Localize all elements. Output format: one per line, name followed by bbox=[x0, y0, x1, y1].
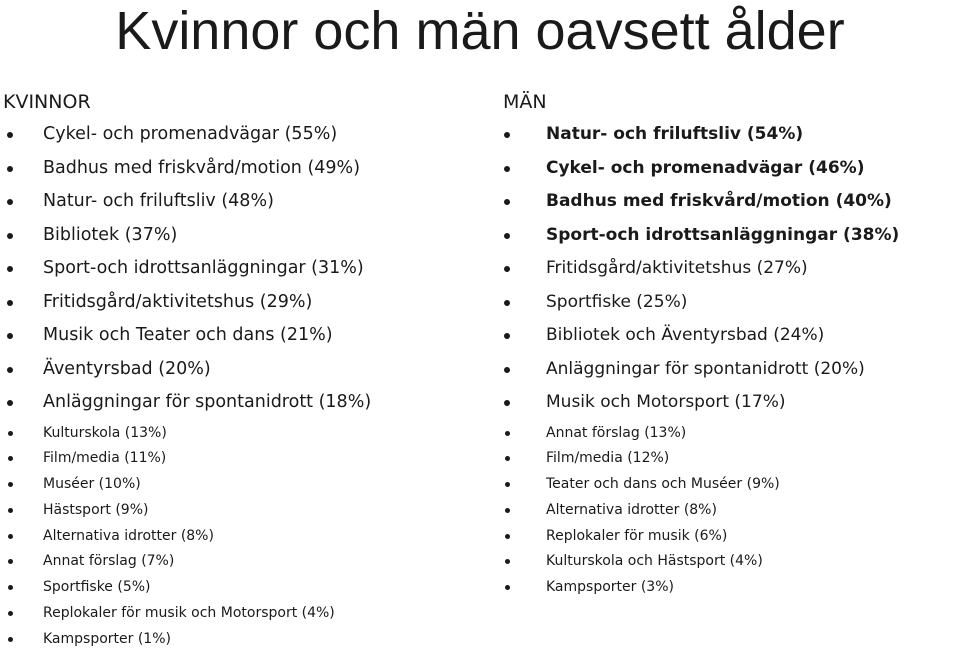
bullet-dot-icon bbox=[8, 482, 13, 487]
bullet-dot-icon bbox=[504, 400, 510, 406]
men-item-label: Bibliotek och Äventyrsbad (24%) bbox=[546, 325, 825, 345]
women-item-label: Muséer (10%) bbox=[43, 476, 141, 493]
men-item-label: Musik och Motorsport (17%) bbox=[546, 392, 786, 412]
men-item-highlighted bbox=[503, 118, 960, 152]
men-item bbox=[503, 523, 960, 549]
women-item bbox=[3, 420, 483, 446]
men-item-label: Film/media (12%) bbox=[546, 450, 670, 467]
bullet-dot-icon bbox=[7, 233, 13, 239]
men-item-label: Natur- och friluftsliv (54%) bbox=[546, 124, 804, 144]
women-item-label: Annat förslag (7%) bbox=[43, 553, 175, 570]
women-item-label: Bibliotek (37%) bbox=[43, 224, 178, 245]
men-item-label: Fritidsgård/aktivitetshus (27%) bbox=[546, 258, 808, 278]
men-heading: MÄN bbox=[503, 91, 547, 113]
women-item bbox=[3, 353, 483, 387]
page-title: Kvinnor och män oavsett ålder bbox=[115, 1, 845, 61]
bullet-dot-icon bbox=[504, 266, 510, 272]
women-item bbox=[3, 386, 483, 420]
bullet-dot-icon bbox=[505, 431, 510, 436]
bullet-dot-icon bbox=[7, 300, 13, 306]
men-item bbox=[503, 471, 960, 497]
women-item-label: Äventyrsbad (20%) bbox=[43, 358, 211, 379]
women-item-label: Alternativa idrotter (8%) bbox=[43, 527, 214, 544]
women-item bbox=[3, 152, 483, 186]
bullet-dot-icon bbox=[8, 431, 13, 436]
bullet-dot-icon bbox=[504, 132, 510, 138]
men-item bbox=[503, 353, 960, 387]
bullet-dot-icon bbox=[7, 166, 13, 172]
women-item bbox=[3, 252, 483, 286]
men-item bbox=[503, 445, 960, 471]
women-item bbox=[3, 185, 483, 219]
men-item bbox=[503, 497, 960, 523]
women-item bbox=[3, 319, 483, 353]
bullet-dot-icon bbox=[504, 166, 510, 172]
bullet-dot-icon bbox=[504, 233, 510, 239]
women-item bbox=[3, 600, 483, 626]
women-item-label: Sportfiske (5%) bbox=[43, 579, 151, 596]
bullet-dot-icon bbox=[7, 266, 13, 272]
women-item bbox=[3, 626, 483, 652]
men-list bbox=[503, 118, 960, 600]
bullet-dot-icon bbox=[505, 534, 510, 539]
women-item bbox=[3, 574, 483, 600]
women-list bbox=[3, 118, 483, 652]
bullet-dot-icon bbox=[504, 333, 510, 339]
bullet-dot-icon bbox=[504, 300, 510, 306]
women-item-label: Anläggningar för spontanidrott (18%) bbox=[43, 392, 372, 412]
men-item bbox=[503, 574, 960, 600]
men-item-label: Kulturskola och Hästsport (4%) bbox=[546, 553, 763, 570]
men-item-label: Kampsporter (3%) bbox=[546, 579, 674, 596]
men-item-highlighted bbox=[503, 152, 960, 186]
men-item bbox=[503, 386, 960, 420]
bullet-dot-icon bbox=[7, 132, 13, 138]
women-item bbox=[3, 523, 483, 549]
bullet-dot-icon bbox=[8, 585, 13, 590]
bullet-dot-icon bbox=[8, 534, 13, 539]
men-item-label: Sport-och idrottsanläggningar (38%) bbox=[546, 224, 900, 245]
women-column bbox=[3, 90, 483, 652]
women-item bbox=[3, 471, 483, 497]
bullet-dot-icon bbox=[505, 456, 510, 461]
women-item-label: Musik och Teater och dans (21%) bbox=[43, 325, 333, 345]
bullet-dot-icon bbox=[8, 456, 13, 461]
bullet-dot-icon bbox=[8, 637, 13, 642]
women-heading: KVINNOR bbox=[3, 91, 91, 113]
women-item bbox=[3, 548, 483, 574]
women-item-label: Badhus med friskvård/motion (49%) bbox=[43, 157, 361, 178]
women-item bbox=[3, 497, 483, 523]
bullet-dot-icon bbox=[505, 585, 510, 590]
men-item-label: Annat förslag (13%) bbox=[546, 424, 687, 441]
women-item bbox=[3, 118, 483, 152]
men-item-label: Replokaler för musik (6%) bbox=[546, 527, 728, 544]
men-item-label: Teater och dans och Muséer (9%) bbox=[546, 476, 780, 493]
bullet-dot-icon bbox=[505, 482, 510, 487]
bullet-dot-icon bbox=[7, 367, 13, 373]
bullet-dot-icon bbox=[8, 508, 13, 513]
bullet-dot-icon bbox=[505, 508, 510, 513]
men-item bbox=[503, 252, 960, 286]
women-item-label: Cykel- och promenadvägar (55%) bbox=[43, 124, 338, 144]
women-item bbox=[3, 445, 483, 471]
men-item-label: Alternativa idrotter (8%) bbox=[546, 501, 717, 518]
women-item-label: Sport-och idrottsanläggningar (31%) bbox=[43, 258, 364, 278]
men-item-label: Sportfiske (25%) bbox=[546, 291, 688, 312]
men-item-label: Badhus med friskvård/motion (40%) bbox=[546, 191, 892, 211]
bullet-dot-icon bbox=[7, 199, 13, 205]
men-item bbox=[503, 548, 960, 574]
women-item bbox=[3, 219, 483, 253]
men-item bbox=[503, 286, 960, 320]
women-item bbox=[3, 286, 483, 320]
men-column bbox=[503, 90, 960, 600]
women-item-label: Hästsport (9%) bbox=[43, 501, 149, 518]
women-item-label: Replokaler för musik och Motorsport (4%) bbox=[43, 605, 335, 622]
women-item-label: Kulturskola (13%) bbox=[43, 424, 167, 441]
bullet-dot-icon bbox=[7, 333, 13, 339]
bullet-dot-icon bbox=[504, 367, 510, 373]
bullet-dot-icon bbox=[504, 199, 510, 205]
men-item-highlighted bbox=[503, 219, 960, 253]
men-item bbox=[503, 420, 960, 446]
men-item-label: Cykel- och promenadvägar (46%) bbox=[546, 157, 865, 178]
men-item bbox=[503, 319, 960, 353]
bullet-dot-icon bbox=[505, 559, 510, 564]
bullet-dot-icon bbox=[8, 611, 13, 616]
women-item-label: Film/media (11%) bbox=[43, 450, 167, 467]
women-item-label: Natur- och friluftsliv (48%) bbox=[43, 191, 274, 211]
men-item-label: Anläggningar för spontanidrott (20%) bbox=[546, 358, 865, 379]
men-item-highlighted bbox=[503, 185, 960, 219]
women-item-label: Fritidsgård/aktivitetshus (29%) bbox=[43, 291, 313, 312]
bullet-dot-icon bbox=[8, 559, 13, 564]
bullet-dot-icon bbox=[7, 400, 13, 406]
women-item-label: Kampsporter (1%) bbox=[43, 630, 171, 647]
